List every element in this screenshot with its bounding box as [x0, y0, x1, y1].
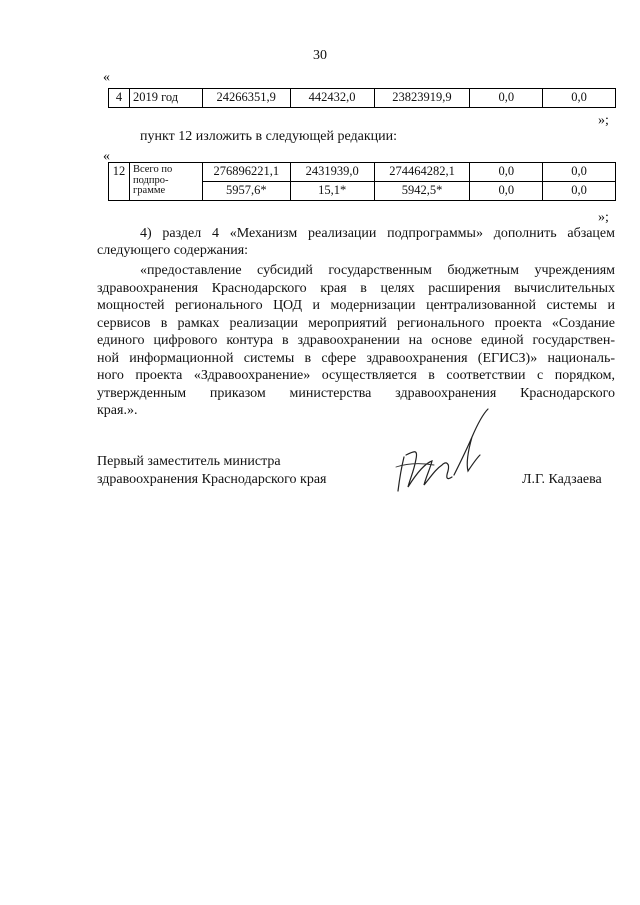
- paragraph-line-7: ного проекта «Здравоохранение» осуществляется в соответствии с порядком,: [97, 368, 615, 383]
- quote-open-2: «: [103, 149, 110, 164]
- paragraph-line-9: края.».: [97, 403, 138, 418]
- paragraph-line-1: «предоставление субсидий государственным бюджетным учреждениям: [140, 263, 615, 278]
- table-cell-total: 5957,6*: [202, 182, 290, 201]
- table-cell-regional: 274464282,1: [374, 163, 470, 182]
- table-cell-local: 0,0: [470, 89, 543, 108]
- paragraph-line-3: мощностей регионального ЦОД и модернизации централизованной системы и: [97, 298, 615, 313]
- table-cell-other: 0,0: [543, 89, 616, 108]
- table-cell-regional: 5942,5*: [374, 182, 470, 201]
- quote-open-1: «: [103, 70, 110, 85]
- intro-line: пункт 12 изложить в следующей редакции:: [140, 129, 397, 144]
- table-subprogram-total: [108, 162, 616, 201]
- table-cell-other: 0,0: [543, 182, 616, 201]
- paragraph-line-5: единого цифрового контура в здравоохранении на основе единой государствен-: [97, 333, 615, 348]
- signatory-position-line2: здравоохранения Краснодарского края: [97, 472, 327, 487]
- table-cell-label: Всего по подпро- грамме: [129, 163, 202, 201]
- paragraph-line-2: здравоохранения Краснодарского края в целях расширения вычислительных: [97, 281, 615, 296]
- table-cell-id: 12: [109, 163, 130, 201]
- paragraph-line-4: сервисов в рамках реализации мероприятий регионального проекта «Создание: [97, 316, 615, 331]
- table-cell-id: 4: [109, 89, 130, 108]
- table-cell-federal: 2431939,0: [290, 163, 374, 182]
- signatory-position-line1: Первый заместитель министра: [97, 454, 281, 469]
- table-cell-other: 0,0: [543, 163, 616, 182]
- handwritten-signature: [388, 405, 498, 500]
- signatory-name: Л.Г. Кадзаева: [522, 472, 602, 487]
- table-cell-year: 2019 год: [129, 89, 202, 108]
- quote-close-2: »;: [598, 210, 609, 225]
- table-cell-local: 0,0: [470, 163, 543, 182]
- table-year-2019: [108, 88, 616, 108]
- paragraph-line-6: ной информационной системы в сфере здравоохранения (ЕГИСЗ)» националь-: [97, 351, 615, 366]
- table-cell-local: 0,0: [470, 182, 543, 201]
- table-cell-regional: 23823919,9: [374, 89, 470, 108]
- table-cell-federal: 15,1*: [290, 182, 374, 201]
- quote-close-1: »;: [598, 113, 609, 128]
- section4-line2: следующего содержания:: [97, 243, 249, 258]
- table-row: [109, 163, 616, 182]
- page-number: 30: [313, 48, 327, 63]
- table-cell-total: 276896221,1: [202, 163, 290, 182]
- section4-line1: 4) раздел 4 «Механизм реализации подпрограммы» дополнить абзацем: [140, 226, 615, 241]
- table-cell-federal: 442432,0: [290, 89, 374, 108]
- paragraph-line-8: утвержденным приказом министерства здравоохранения Краснодарского: [97, 386, 615, 401]
- table-row: [109, 89, 616, 108]
- table-cell-total: 24266351,9: [202, 89, 290, 108]
- signature-graphic: [388, 405, 498, 500]
